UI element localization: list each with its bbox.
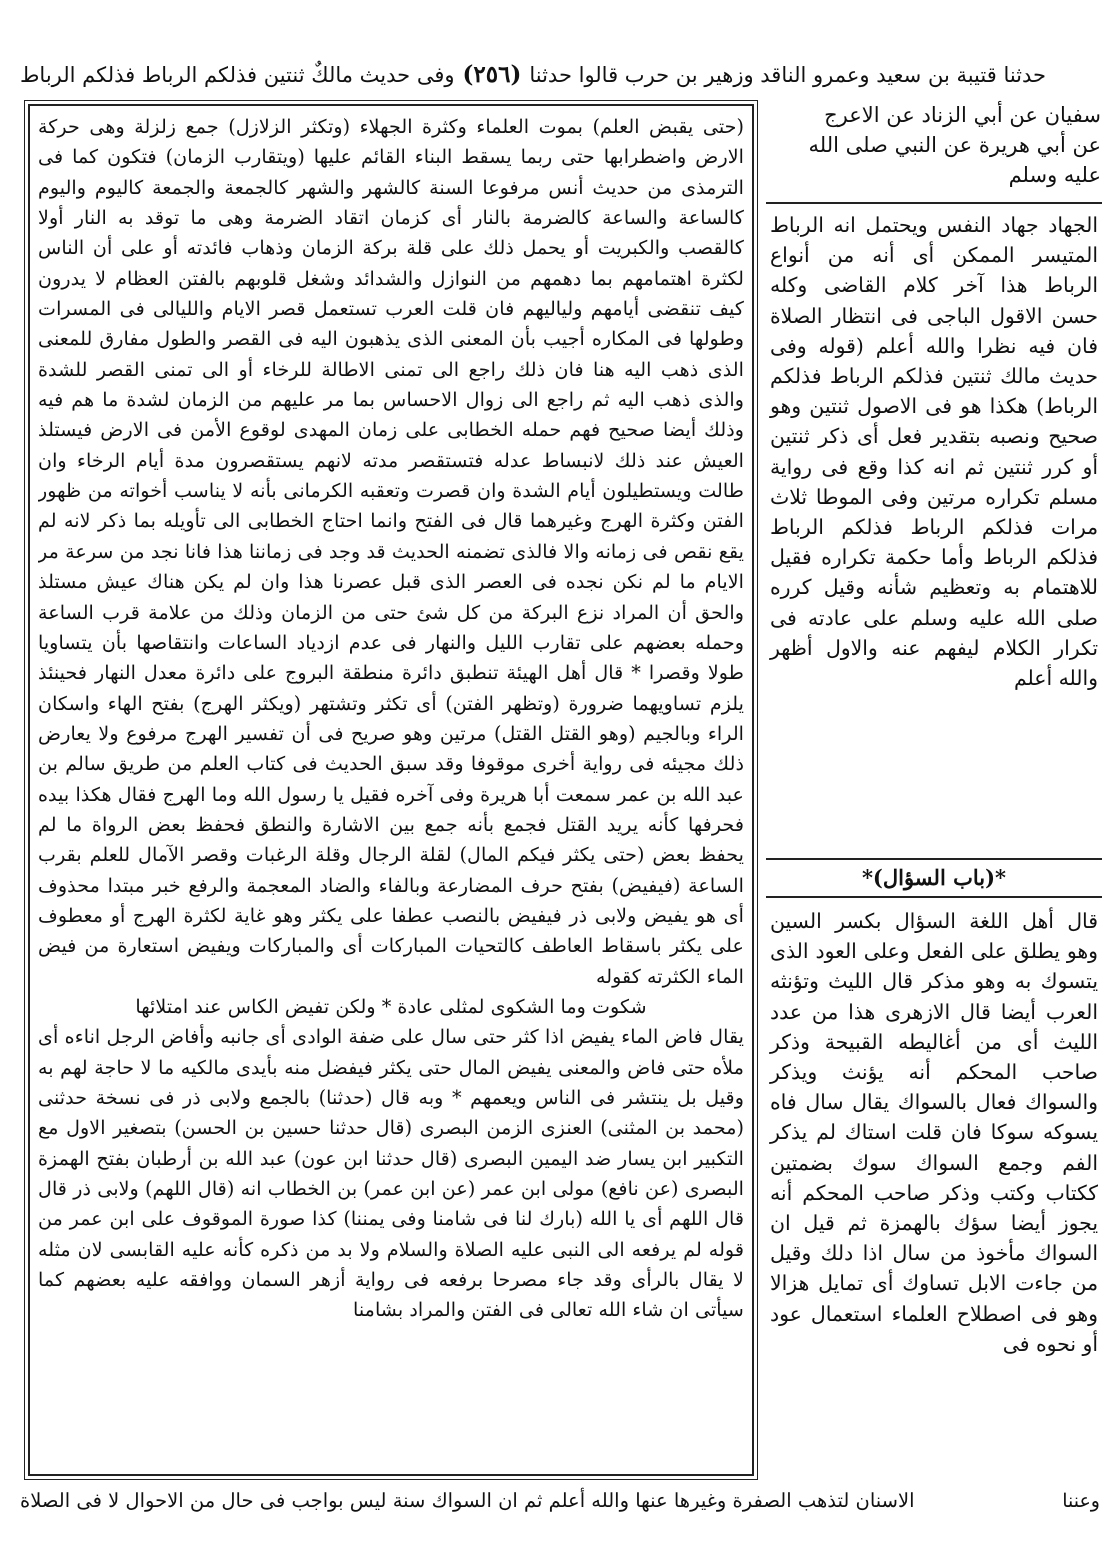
side-column-upper (766, 202, 1102, 852)
main-column-text (38, 112, 744, 1468)
main-paragraph: يقال فاض الماء يفيض اذا كثر حتى سال على ضفة الوادى أى جانبه وأفاض الرجل اناءه أى ملأه حتى فاض والمعنى يفيض المال حتى يكثر فيفضل منه بأيدى مالكيه ما لا حاجة لهم به وقيل بل ينتشر فى الناس ويعمهم * وبه قال (حدثنا) بالجمع ولابى ذر فى نسخة حدثنى (محمد بن المثنى) العنزى الزمن البصرى (قال حدثنا حسين بن الحسن) بتصغير الاول مع التكبير ابن يسار ضد اليمين البصرى (قال حدثنا ابن عون) عبد الله بن أرطبان بفتح الهمزة البصرى (عن نافع) مولى ابن عمر (عن ابن عمر) بن الخطاب انه (قال اللهم) ولابى ذر قال قال اللهم أى يا الله (بارك لنا فى شامنا وفى يمننا) كذا صورة الموقوف على ابن عمر من قوله لم يرفعه الى النبى عليه الصلاة والسلام ولا بد من ذكره كأنه عليه القابسى لان مثله لا يقال بالرأى وقد جاء مصرحا برفعه فى رواية أزهر السمان ووافقه عليه بعضهم كما سيأتى ان شاء الله تعالى فى الفتن والمراد بشامنا (38, 1025, 744, 1322)
poem-verse: شكوت وما الشكوى لمثلى عادة * ولكن تفيض الكاس عند امتلائها (135, 994, 647, 1018)
header-text-left: حدثنا قتيبة بن سعيد وعمرو الناقد وزهير بن حرب قالوا حدثنا (529, 63, 1047, 87)
top-right-line: عليه وسلم (1008, 163, 1101, 187)
chapter-title: *(باب السؤال)* (766, 858, 1102, 898)
page-number: (٢٥٦) (462, 61, 522, 88)
main-column-frame (28, 104, 754, 1476)
header-text-right: وفى حديث مالكٌ ثنتين فذلكم الرباط فذلكم الرباط (20, 63, 455, 87)
catchword: وعننا (1062, 1490, 1100, 1512)
main-paragraph: (حتى يقبض العلم) بموت العلماء وكثرة الجهلاء (وتكثر الزلازل) جمع زلزلة وهى حركة الارض واضطرابها حتى ربما يسقط البناء القائم عليها (ويتقارب الزمان) فتكون كما فى الترمذى من حديث أنس مرفوعا السنة كالشهر والشهر كالجمعة والجمعة كاليوم واليوم كالساعة والساعة كالضرمة بالنار أى كزمان اتقاد الضرمة وهى ما توقد به النار أولا كالقصب والكبريت أو يحمل ذلك على قلة بركة الزمان وذهاب فائدته أو على أن الناس لكثرة اهتمامهم بما دهمهم من النوازل والشدائد وشغل قلوبهم بالفتن العظام لا يدرون كيف تنقضى أيامهم ولياليهم فان قلت العرب تستعمل قصر الايام والليالى فى المسرات وطولها فى المكاره أجيب بأن المعنى الذى يذهبون اليه فى القصر والطول مفارق للمعنى الذى ذهب اليه هنا فان ذلك راجع الى تمنى الاطالة للرخاء أو الى تمنى القصر للشدة والذى ذهب اليه ثم راجع الى زوال الاحساس بما مر عليهم من الزمان لشدة ما هم فيه وذلك أيضا صحيح فهم حمله الخطابى على زمان المهدى لوقوع الأمن فى الارض فيستلذ العيش عند ذلك لانبساط عدله فتستقصر مدته لانهم يستقصرون مدة أيام الرخاء وان طالت ويستطيلون أيام الشدة وان قصرت وتعقبه الكرمانى بأنه لا يناسب أخواته من ظهور الفتن وكثرة الهرج وغيرهما قال فى الفتح وانما احتاج الخطابى الى تأويله بما ذكر لانه لم يقع نقص فى زمانه والا فالذى تضمنه الحديث قد وجد فى زماننا هذا فانا نجد من سرعة مر الايام ما لم نكن نجده فى العصر الذى قبل عصرنا هذا وان لم يكن هناك عيش مستلذ والحق أن المراد نزع البركة من كل شئ حتى من الزمان وذلك من علامة قرب الساعة وحمله بعضهم على تقارب الليل والنهار فى عدم ازدياد الساعات وانتقاصها بأن يتساويا طولا وقصرا * قال أهل الهيئة تنطبق دائرة منطقة البروج على دائرة معدل النهار فحينئذ يلزم تساويهما ضرورة (وتظهر الفتن) أى تكثر وتشتهر (ويكثر الهرج) بفتح الهاء واسكان الراء وبالجيم (وهو القتل القتل) مرتين وهو صريح فى أن تفسير الهرج مرفوع ولا يعارض ذلك مجيئه فى رواية أخرى موقوفا وقد سبق الحديث فى كتاب العلم من طريق سالم بن عبد الله بن عمر سمعت أبا هريرة وفى آخره فقيل يا رسول الله وما الهرج فقال هكذا بيده فحرفها كأنه يريد القتل فجمع بأنه جمع بين الاشارة والنطق فحفظ بعض الرواة ما لم يحفظ بعض (حتى يكثر فيكم المال) لقلة الرجال وقلة الرغبات وقصر الآمال للعلم بقرب الساعة (فيفيض) بفتح حرف المضارعة وبالفاء والضاد المعجمة والرفع خبر مبتدا محذوف أى هو يفيض ولابى ذر فيفيض بالنصب عطفا على يكثر وهو غاية لكثرة الهرج أو معطوف على يكثر باسقاط العاطف كالتحيات المباركات أى والمباركات ويفيض استعارة من فيض الماء الكثرته كقوله (38, 115, 744, 988)
bottom-line (20, 1484, 1100, 1518)
side-column-lower-text: قال أهل اللغة السؤال بكسر السين وهو يطلق على الفعل وعلى العود الذى يتسوك به وهو مذكر قال الليث وتؤنثه العرب أيضا قال الازهرى هذا من عدد الليث أى من أغاليطه القبيحة وذكر صاحب المحكم أنه يؤنث ويذكر والسواك فعال بالسواك يقال سال فاه يسوكه سوكا فان قلت استاك لم يذكر الفم وجمع السواك سوك بضمتين ككتاب وكتب وذكر صاحب المحكم أنه يجوز أيضا سؤك بالهمزة ثم قيل ان السواك مأخوذ من سال اذا دلك وقيل من جاءت الابل تساوك أى تمايل هزالا وهو فى اصطلاح العلماء استعمال عود أو نحوه فى (770, 909, 1098, 1356)
top-right-line: سفيان عن أبي الزناد عن الاعرج (824, 103, 1101, 127)
bottom-line-text: الاسنان لتذهب الصفرة وغيرها عنها والله أعلم ثم ان السواك سنة ليس بواجب فى حال من الاحوال لا فى الصلاة (20, 1489, 915, 1512)
top-right-line: عن أبي هريرة عن النبي صلى الله (808, 133, 1101, 157)
side-column-lower (766, 900, 1102, 1476)
page-header (20, 52, 1100, 98)
side-column-upper-text: الجهاد جهاد النفس ويحتمل انه الرباط المتيسر الممكن أى أنه من أنواع الرباط هذا آخر كلام القاضى وكله حسن الاقول الباجى فى انتظار الصلاة فان فيه نظرا والله أعلم (قوله وفى حديث مالك ثنتين فذلكم الرباط فذلكم الرباط) هكذا هو فى الاصول ثنتين وهو صحيح ونصبه بتقدير فعل أى ذكر ثنتين أو كرر ثنتين ثم انه كذا وقع فى رواية مسلم تكراره مرتين وفى الموطا ثلاث مرات فذلكم الرباط فذلكم الرباط فذلكم الرباط وأما حكمة تكراره فقيل للاهتمام به وتعظيم شأنه وقيل كرره صلى الله عليه وسلم على عادته فى تكرار الكلام ليفهم عنه والاول أظهر والله أعلم (770, 213, 1098, 691)
